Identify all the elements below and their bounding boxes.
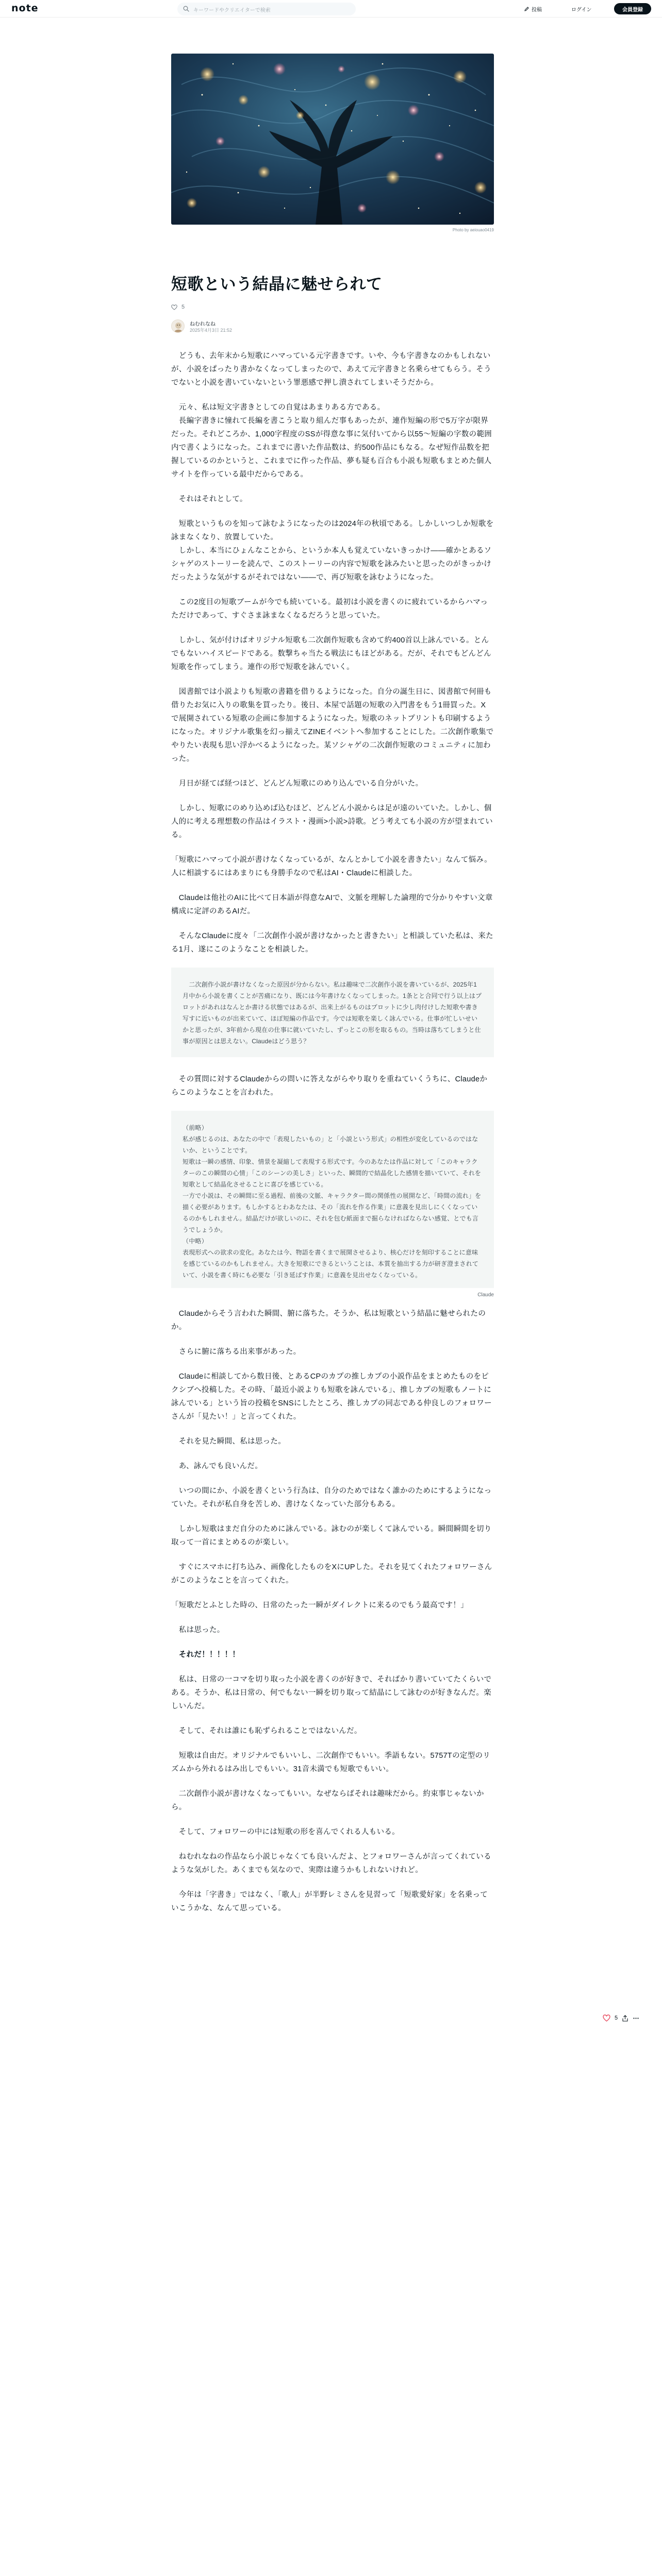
quote-text: 二次創作小説が書けなくなった原因が分からない。私は趣味で二次創作小説を書いているが、2025年1月中から小説を書くことが苦痛になり、既には今年書けなくなってしまった。1条とと合同で行う以上はプロットがあれはなんとか書ける状態ではあるが、出来上がるものはプロットに少し肉付けした短歌や書き写すに近いものが出来ていて、ほぼ短編の作品です。今では短歌を楽しく詠んでいる。仕事が忙しいせいかと思ったが、3年前から現在の仕事に就いていたし、ずっとこの形を取るもの。当時は落ちてしまうと仕事が原因とは思えない。Claudeはどう思う？ — [183, 981, 482, 1045]
heart-outline-icon[interactable] — [171, 304, 177, 310]
site-header — [0, 0, 662, 18]
post-label: 投稿 — [532, 7, 542, 13]
paragraph: すぐにスマホに打ち込み、画像化したものをXにUPした。それを見てくれたフォロワーさんがこのようなことを言ってくれた。 — [171, 1563, 492, 1585]
paragraph: そして、それは誰にも恥ずられることではないんだ。 — [171, 1727, 362, 1735]
paragraph: いつの間にか、小説を書くという行為は、自分のためではなく誰かのためにするようになっていた。それが私自身を苦しめ、書けなくなっていた部分もある。 — [171, 1487, 492, 1509]
paragraph: 元々、私は短文字書きとしての自覚はあまりある方である。 長編字書きに憧れて長編を書こうと取り組んだ事もあったが、連作短編の形で5万字が限界だった。それどころか、1,000字程度のSSが得意な事に気付いてから以55～短編の字数の範囲内で書くようになった。これまでに書いた作品数は、約500作品にもなる。なぜ短作品数を把握しているのかというと、これまでに作った作品、夢も疑も百合も小説も短歌もまとめた個人サイトを作っている最中だからである。 — [171, 403, 492, 479]
paragraph: そんなClaudeに度々「二次創作小説が書けなかったと書きたい」と相談していた私は、来たる1月、遂にこのようなことを相談した。 — [171, 932, 493, 954]
paragraph: しかし、気が付けばオリジナル短歌も二次創作短歌も含めて約400首以上詠んでいる。とんでもないハイスピードである。数撃ちゃ当たる戦法にもほどがある。だが、それでもどんどん短歌を作ってしまう。連作の形で短歌を詠んでいく。 — [171, 636, 491, 671]
paragraph: この2度目の短歌ブームが今でも続いている。最初は小説を書くのに疲れているからハマっただけであって、すぐさま詠まなくなるだろうと思っていた。 — [171, 598, 488, 620]
avatar[interactable] — [171, 319, 185, 333]
paragraph: Claudeからそう言われた瞬間、腑に落ちた。そうか、私は短歌という結晶に魅せられたのか。 — [171, 1310, 486, 1331]
paragraph: どうも、去年末から短歌にハマっている元字書きです。いや、今も字書きなのかもしれないが、小説をぱったり書かなくなってしまったので、あえて元字書きと名乗らせてもらう。そうでないと小説を書いていないという罪悪感で押し潰されてしまいそうだから。 — [171, 352, 491, 387]
more-options-icon[interactable] — [633, 2015, 639, 2022]
quote-line: （前略） — [183, 1124, 208, 1131]
article — [171, 273, 494, 1926]
paragraph: Claudeは他社のAIに比べて日本語が得意なAIで、文脈を理解した論理的で分かりやすい文章構成に定評のあるAIだ。 — [171, 894, 493, 916]
quote-line: （中略） — [183, 1238, 208, 1245]
paragraph: 私は、日常の一コマを切り取った小説を書くのが好きで、そればかり書いていてたくらいである。そうか、私は日常の、何でもない一瞬を切り取って結晶にして詠むのが好きなんだ。楽しいんだ。 — [171, 1675, 492, 1710]
paragraph: あ、詠んでも良いんだ。 — [171, 1462, 263, 1470]
quote-line: 一方で小説は、その瞬間に至る過程、前後の文脈、キャラクター間の関係性の展開など、「時間の流れ」を描く必要があります。もしかするとわあなたは、その「流れを作る作業」に意義を見出しにくくなっているのかもしれません。結晶だけが欲しいのに、それを包む紙面まで掘らなければならない感覚、とでも言うでしょうか。 — [183, 1192, 482, 1233]
paragraph: 「短歌だとふとした時の、日常のたった一瞬がダイレクトに来るのでもう最高です！」 — [171, 1601, 469, 1609]
hero-image — [171, 54, 494, 225]
search-icon — [183, 6, 189, 12]
author-block[interactable] — [171, 318, 494, 336]
paragraph: 私は思った。 — [171, 1626, 225, 1634]
paragraph: それを見た瞬間、私は思った。 — [171, 1437, 286, 1446]
post-button[interactable] — [524, 4, 542, 14]
paragraph: 「短歌にハマって小説が書けなくなっているが、なんとかして小説を書きたい」なんて悩み。人に相談するにはあまりにも身勝手なので私はAI・Claudeに相談した。 — [171, 856, 492, 877]
search-bar[interactable] — [177, 3, 356, 15]
paragraph: Claudeに相談してから数日後、とあるCPのカプの推しカプの小説作品をまとめたものをピクシブへ投稿した。その時、「最近小説よりも短歌を詠んでいる」、推しカプの短歌もノートに詠んでいる」という旨の投稿をSNSにしたところ、推しカプの同志である仲良しのフォロワーさんが「見たい！」と言ってくれた。 — [171, 1372, 492, 1421]
paragraph: 図書館では小説よりも短歌の書籍を借りるようになった。自分の誕生日に、図書館で何冊も借りたお気に入りの歌集を買ったり。後日、本屋で話題の短歌の入門書をもう1冊買った。X で展開されている短歌の企画に参加するようになった。短歌のネットプリントも印刷するようになった。オリジナル歌集を幻っ揃えてZINEイベントへ参加することにした。二次創作歌集でやりたい表現も思い浮かべるようになった。某ソシャゲの二次創作短歌のコミュニティに加わった。 — [171, 688, 494, 763]
blockquote-claude — [171, 1111, 494, 1288]
paragraph: それはそれとして。 — [171, 495, 247, 503]
paragraph: ねむれなねの作品なら小説じゃなくても良いんだよ、とフォロワーさんが言ってくれているような気がした。あくまでも気なので、実際は違うかもしれないけれど。 — [171, 1853, 491, 1874]
paragraph: そして、フォロワーの中には短歌の形を喜んでくれる人もいる。 — [171, 1828, 400, 1836]
side-action-bar — [603, 2014, 639, 2022]
paragraph: 月日が経てば経つほど、どんどん短歌にのめり込んでいる自分がいた。 — [171, 779, 423, 788]
quote-citation: Claude — [477, 1292, 494, 1298]
emphasis-paragraph: それだ！！！！！ — [171, 1651, 240, 1659]
side-like-count: 5 — [615, 2015, 618, 2021]
blockquote-question — [171, 968, 494, 1057]
like-count: 5 — [181, 304, 185, 310]
signup-button[interactable]: 会員登録 — [614, 3, 651, 14]
like-summary — [171, 303, 494, 311]
paragraph: 二次創作小説が書けなくなってもいい。なぜならばそれは趣味だから。約束事じゃないから。 — [171, 1790, 484, 1811]
author-name[interactable]: ねむれなね — [190, 321, 216, 327]
login-button[interactable]: ログイン — [571, 7, 592, 13]
quote-line: 私が感じるのは、あなたの中で「表現したいもの」と「小説という形式」の相性が変化しているのではないか、ということです。 — [183, 1136, 478, 1154]
paragraph: しかし短歌はまだ自分のために詠んでいる。詠むのが楽しくて詠んでいる。瞬間瞬間を切り取って一首にまとめるのが楽しい。 — [171, 1525, 492, 1547]
quote-line: 表現形式への欲求の変化。あなたは今、物語を書くまで展開させるより、核心だけを刻印することに意味を感じているのかもしれません。大きを短歌にできるということは、本質を抽出する力が研ぎ澄まされていて、小説を書く時にも必要な「引き延ばす作業」に意義を見出せなくなっている。 — [183, 1249, 479, 1279]
photo-credit[interactable]: Photo by aeiouao0419 — [452, 228, 494, 232]
paragraph: 今年は「字書き」ではなく、「歌人」が半野レミさんを見習って「短歌愛好家」を名乗っていこうかな、なんて思っている。 — [171, 1891, 488, 1912]
share-icon[interactable] — [622, 2015, 628, 2022]
paragraph: しかし、短歌にのめり込めば込むほど、どんどん小説からは足が遠のいていた。しかし、個人的に考える理想数の作品はイラスト・漫画>小説>詩歌。どう考えても小説の方が望まれている。 — [171, 804, 493, 839]
paragraph: 短歌というものを知って詠むようになったのは2024年の秋頃である。しかしいつしか短歌を詠まなくなり、放置していた。 しかし、本当にひょんなことから、というか本人も覚えていないきっかけ――確かとあるソシャゲのストーリーを読んで、このストーリーの内容で短歌を詠みたいと思ったのがきっかけだったような気がするがそれではない――で、再び短歌を詠むようになった。 — [171, 520, 494, 582]
site-logo[interactable]: note — [11, 3, 39, 14]
heart-icon[interactable] — [603, 2014, 610, 2022]
pen-icon — [524, 6, 529, 12]
quote-line: 短歌は一瞬の感情、印象、情景を凝縮して表現する形式です。今のあなたは作品に対して「このキャラクターのこの瞬間の心情」「このシーンの美しさ」といった、瞬間的で結晶化した感情を描いていて、それを短歌として結晶化させることに喜びを感じている。 — [183, 1158, 482, 1188]
article-body — [171, 349, 494, 1915]
paragraph: さらに腑に落ちる出来事があった。 — [171, 1348, 301, 1356]
search-input[interactable]: キーワードやクリエイターで検索 — [193, 8, 271, 13]
article-title: 短歌という結晶に魅せられて — [171, 275, 383, 293]
paragraph: その質問に対するClaudeからの問いに答えながらやり取りを重ねていくうちに、Claudeからこのようなことを言われた。 — [171, 1075, 488, 1097]
post-date: 2025年4月3日 21:52 — [190, 328, 233, 333]
paragraph: 短歌は自由だ。オリジナルでもいいし、二次創作でもいい。季語もない。5757Tの定型のリズムから外れるはみ出しでもいい。31音未満でも短歌でもいい。 — [171, 1752, 491, 1773]
